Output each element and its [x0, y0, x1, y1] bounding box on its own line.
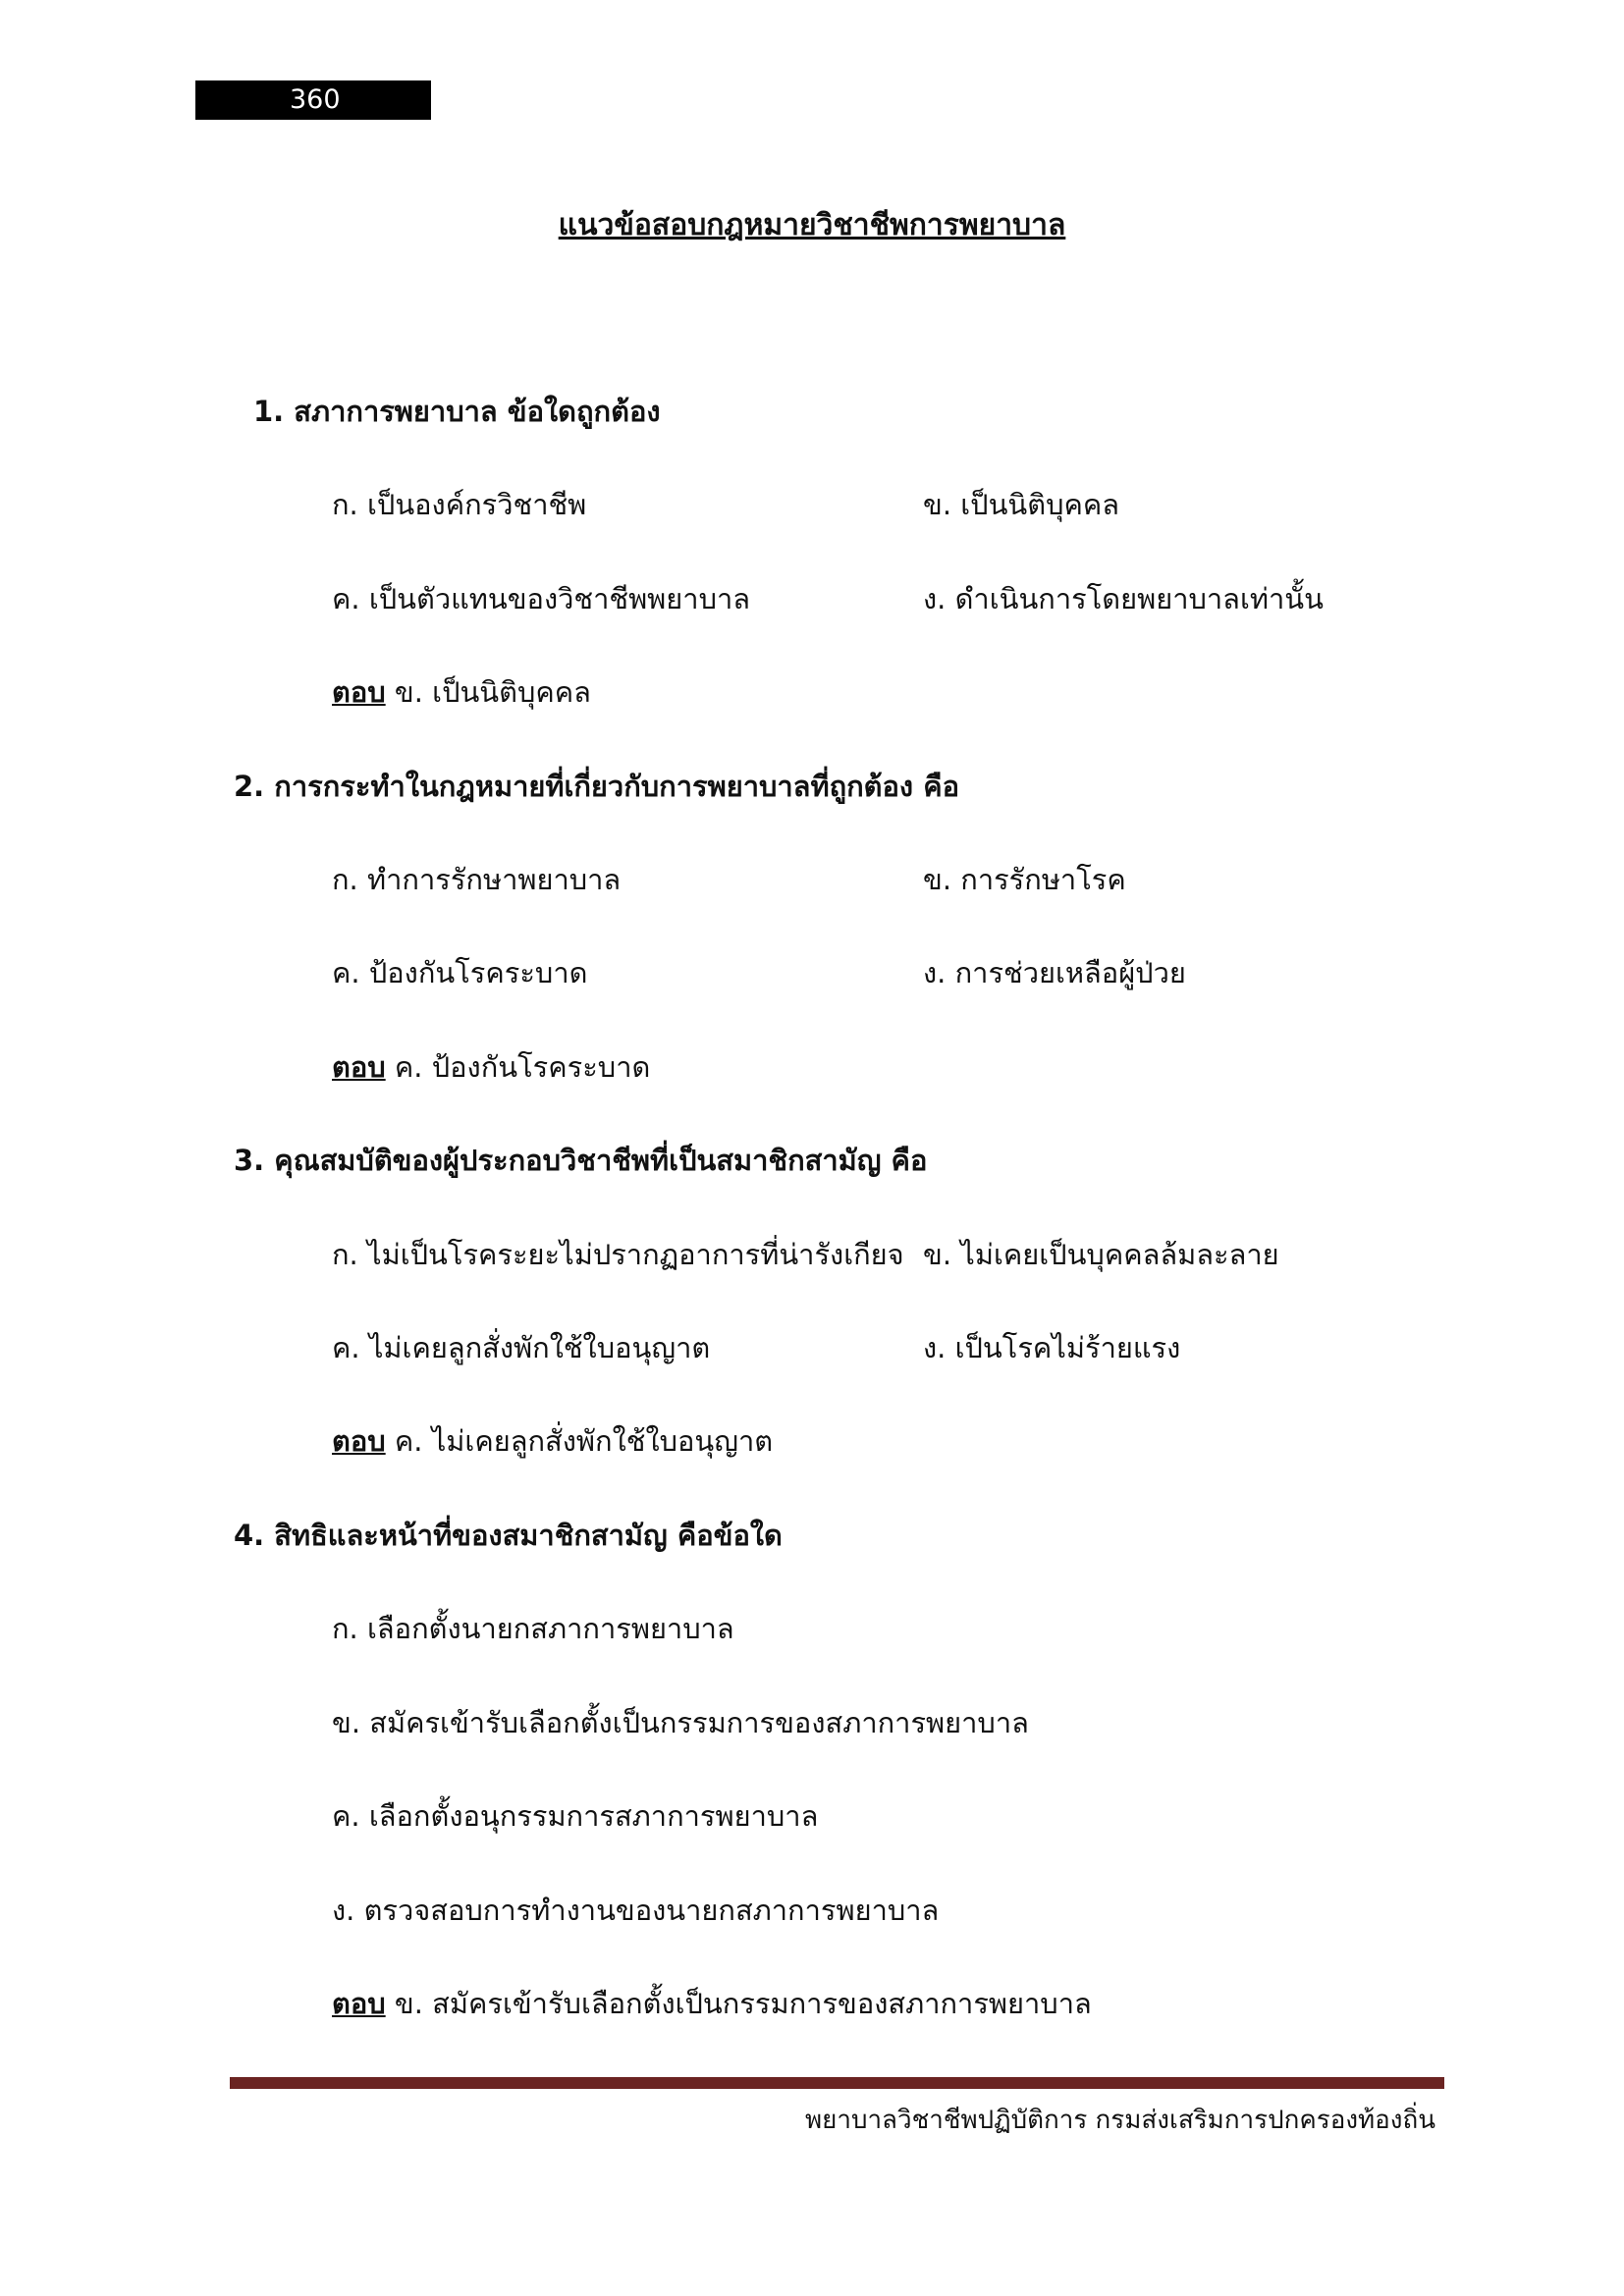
q1-option-d: ง. ดำเนินการโดยพยาบาลเท่านั้น — [923, 582, 1324, 615]
q1-option-c: ค. เป็นตัวแทนของวิชาชีพพยาบาล — [332, 582, 751, 615]
q3-answer — [332, 1420, 773, 1462]
q3-option-d: ง. เป็นโรคไม่ร้ายแรง — [923, 1331, 1181, 1364]
q2-answer — [332, 1046, 650, 1088]
q3-option-b: ข. ไม่เคยเป็นบุคคลล้มละลาย — [923, 1238, 1279, 1271]
q3-option-a: ก. ไม่เป็นโรคระยะไม่ปรากฏอาการที่น่ารังเกียจ — [332, 1238, 904, 1271]
q2-option-d: ง. การช่วยเหลือผู้ป่วย — [923, 956, 1186, 989]
q1-answer — [332, 671, 591, 713]
answer-text: ค. ไม่เคยลูกสั่งพักใช้ใบอนุญาต — [394, 1424, 774, 1458]
answer-text: ค. ป้องกันโรคระบาด — [394, 1050, 651, 1084]
q4-answer — [332, 1983, 1092, 2024]
footer-rule — [230, 2077, 1444, 2089]
q4-option-a: ก. เลือกตั้งนายกสภาการพยาบาล — [332, 1612, 734, 1645]
answer-text: ข. สมัครเข้ารับเลือกตั้งเป็นกรรมการของสภาการพยาบาล — [394, 1987, 1092, 2020]
answer-text: ข. เป็นนิติบุคคล — [394, 675, 591, 709]
q4-option-c: ค. เลือกตั้งอนุกรรมการสภาการพยาบาล — [332, 1799, 819, 1833]
document-title: แนวข้อสอบกฎหมายวิชาชีพการพยาบาล — [558, 208, 1066, 242]
answer-label: ตอบ — [332, 1050, 386, 1084]
question-1: 1. สภาการพยาบาล ข้อใดถูกต้อง — [253, 395, 661, 428]
answer-label: ตอบ — [332, 1987, 386, 2020]
question-2: 2. การกระทำในกฎหมายที่เกี่ยวกับการพยาบาลที่ถูกต้อง คือ — [234, 770, 960, 803]
q2-option-c: ค. ป้องกันโรคระบาด — [332, 956, 588, 989]
q4-option-d: ง. ตรวจสอบการทำงานของนายกสภาการพยาบาล — [332, 1894, 940, 1927]
q1-option-a: ก. เป็นองค์กรวิชาชีพ — [332, 488, 587, 521]
q2-option-b: ข. การรักษาโรค — [923, 863, 1126, 896]
answer-label: ตอบ — [332, 1424, 386, 1458]
question-3: 3. คุณสมบัติของผู้ประกอบวิชาชีพที่เป็นสมาชิกสามัญ คือ — [234, 1144, 928, 1177]
answer-label: ตอบ — [332, 675, 386, 709]
q1-option-b: ข. เป็นนิติบุคคล — [923, 488, 1120, 521]
q2-option-a: ก. ทำการรักษาพยาบาล — [332, 863, 622, 896]
question-4: 4. สิทธิและหน้าที่ของสมาชิกสามัญ คือข้อใด — [234, 1519, 783, 1552]
footer-text: พยาบาลวิชาชีพปฏิบัติการ กรมส่งเสริมการปกครองท้องถิ่น — [804, 2106, 1435, 2135]
q3-option-c: ค. ไม่เคยลูกสั่งพักใช้ใบอนุญาต — [332, 1331, 711, 1364]
page-number: 360 — [290, 84, 341, 115]
q4-option-b: ข. สมัครเข้ารับเลือกตั้งเป็นกรรมการของสภาการพยาบาล — [332, 1706, 1029, 1739]
